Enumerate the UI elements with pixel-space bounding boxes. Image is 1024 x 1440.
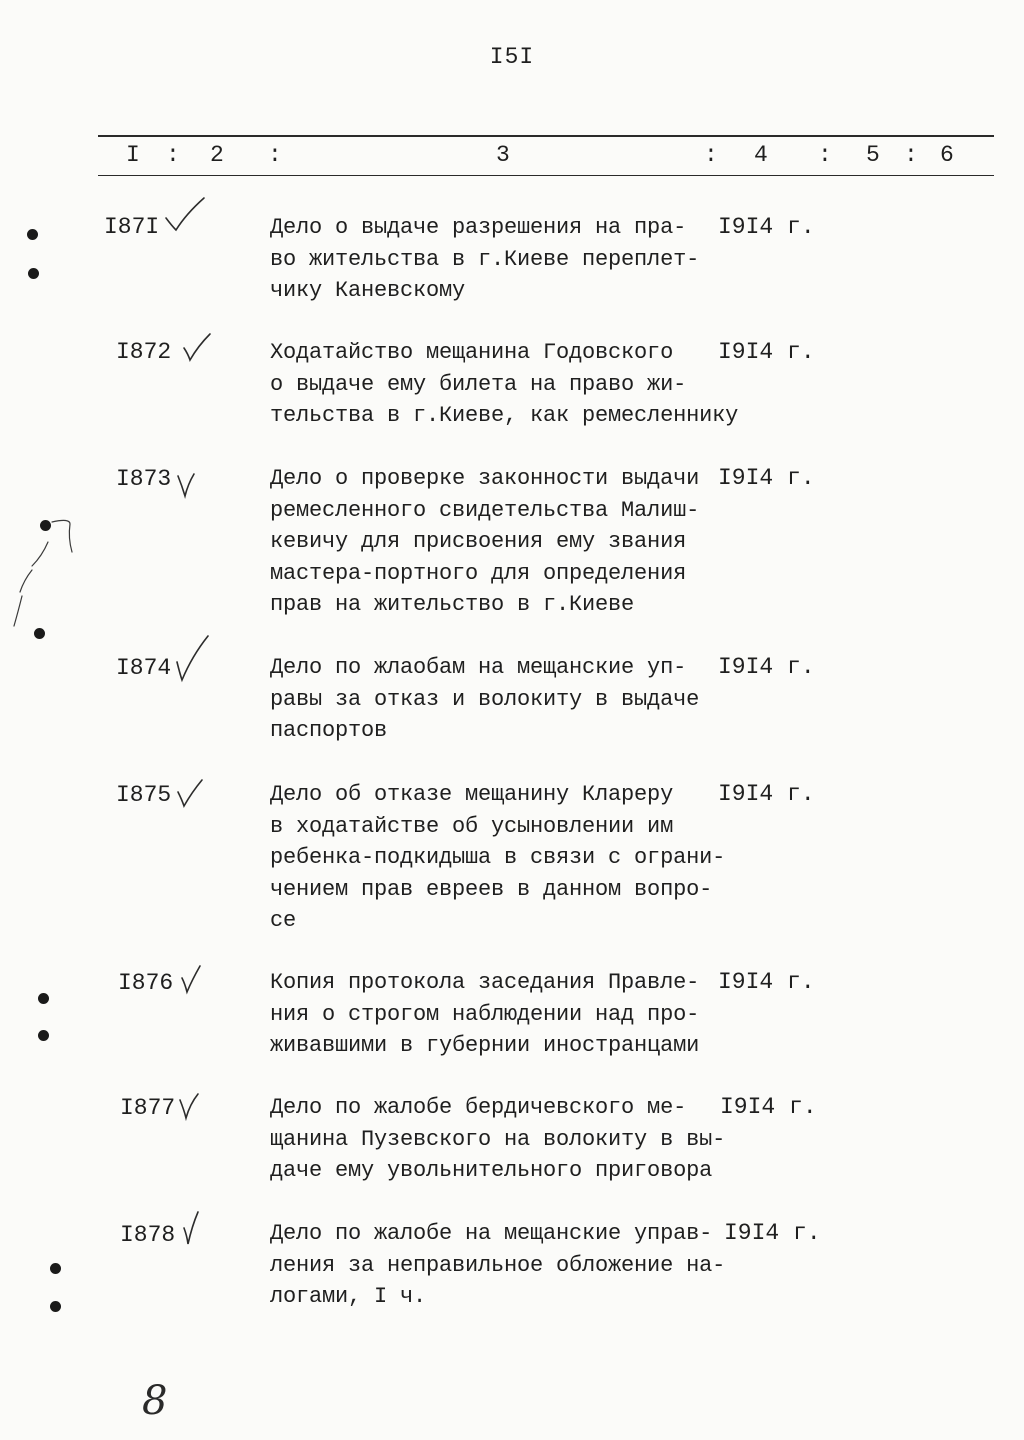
binder-hole: [28, 268, 39, 279]
binder-hole: [27, 229, 38, 240]
entry-date: I9I4 г.: [724, 1220, 821, 1246]
binder-hole: [38, 1030, 49, 1041]
column-header-4: 4: [754, 142, 768, 168]
checkmark-icon: [176, 470, 216, 510]
entry-title: Дело о выдаче разрешения на пра- во жительства в г.Киеве переплет- чику Каневскому: [270, 215, 700, 303]
header-rule-bottom: [98, 175, 994, 176]
entry-title: Дело об отказе мещанину Клареру в ходатайстве об усыновлении им ребенка-подкидыша в связи с ограни- чением прав евреев в данном вопро- се: [270, 782, 726, 933]
entry-date: I9I4 г.: [718, 969, 815, 995]
column-separator: :: [904, 142, 918, 168]
column-header-6: 6: [940, 142, 954, 168]
page-number: I5I: [489, 44, 535, 70]
checkmark-icon: [174, 634, 214, 674]
entry-date: I9I4 г.: [718, 465, 815, 491]
entry-title: Дело по жлаобам на мещанские уп- равы за отказ и волокиту в выдаче паспортов: [270, 655, 700, 743]
entry-number: I878: [120, 1222, 176, 1248]
checkmark-icon: [182, 330, 222, 370]
column-separator: :: [704, 142, 718, 168]
entry-title: Дело по жалобе на мещанские управ- ления за неправильное обложение на- логами, I ч.: [270, 1221, 726, 1309]
entry-number: I875: [116, 782, 172, 808]
column-separator: :: [166, 142, 180, 168]
column-header-5: 5: [866, 142, 880, 168]
entry-title: Дело по жалобе бердичевского ме- щанина Пузевского на волокиту в вы- даче ему увольнительного приговора: [270, 1095, 726, 1183]
checkmark-icon: [164, 196, 204, 236]
binder-hole: [50, 1301, 61, 1312]
binder-hole: [50, 1263, 61, 1274]
checkmark-icon: [182, 1210, 222, 1250]
entry-date: I9I4 г.: [718, 781, 815, 807]
checkmark-icon: [176, 778, 216, 818]
column-header-3: 3: [496, 142, 510, 168]
column-header-1: I: [126, 142, 140, 168]
entry-title: Ходатайство мещанина Годовского о выдаче ему билета на право жи- тельства в г.Киеве, как ремесленнику: [270, 340, 739, 428]
column-header-2: 2: [210, 142, 224, 168]
entry-date: I9I4 г.: [718, 339, 815, 365]
column-separator: :: [818, 142, 832, 168]
entry-number: I873: [116, 466, 172, 492]
column-separator: :: [268, 142, 282, 168]
entry-date: I9I4 г.: [720, 1094, 817, 1120]
entry-number: I872: [116, 339, 172, 365]
entry-number: I876: [118, 970, 174, 996]
entry-number: I87I: [104, 214, 160, 240]
entry-date: I9I4 г.: [718, 214, 815, 240]
entry-number: I877: [120, 1095, 176, 1121]
binder-hole: [38, 993, 49, 1004]
header-rule-top: [98, 135, 994, 137]
entry-number: I874: [116, 655, 172, 681]
entry-title: Дело о проверке законности выдачи ремесленного свидетельства Малиш- кевичу для присвоения ему звания мастера-портного для определения прав на жительство в г.Киеве: [270, 466, 700, 617]
checkmark-icon: [178, 1092, 218, 1132]
entry-date: I9I4 г.: [718, 654, 815, 680]
margin-scribble: [8, 516, 78, 636]
entry-title: Копия протокола заседания Правле- ния о строгом наблюдении над про- живавшими в губернии иностранцами: [270, 970, 700, 1058]
checkmark-icon: [180, 964, 220, 1004]
folio-number: 8: [142, 1378, 168, 1424]
